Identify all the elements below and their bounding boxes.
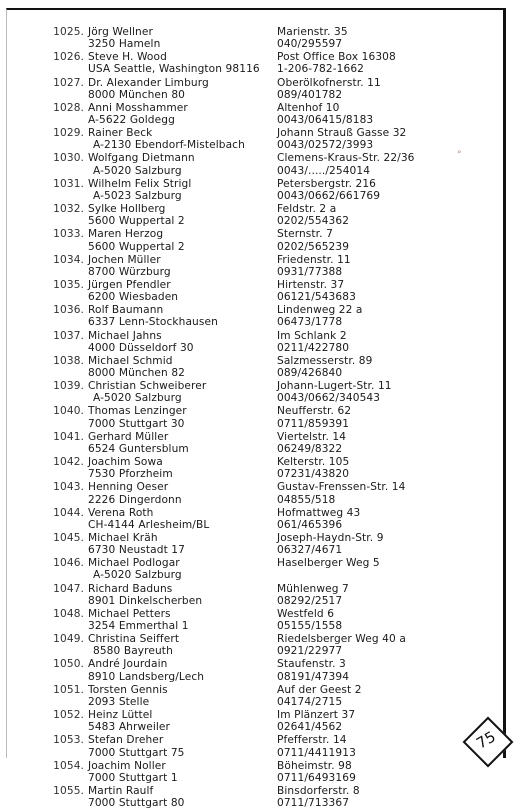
address-entry xyxy=(0,734,518,759)
entry-name: Wolfgang Dietmann xyxy=(88,152,195,165)
entry-phone: 0202/554362 xyxy=(277,215,350,228)
address-entry xyxy=(0,152,518,177)
entry-phone: 0043/0662/340543 xyxy=(277,392,381,405)
entry-city: 8910 Landsberg/Lech xyxy=(88,670,205,683)
address-entry xyxy=(0,127,518,152)
address-entry xyxy=(0,51,518,76)
entry-city: 3250 Hameln xyxy=(88,38,161,51)
entry-street: Oberölkofnerstr. 11 xyxy=(277,76,381,89)
entry-city: 7000 Stuttgart 1 xyxy=(88,771,178,784)
entry-name: Jörg Wellner xyxy=(88,26,153,38)
entry-number: 1053. xyxy=(53,734,84,747)
entry-city: 7000 Stuttgart 75 xyxy=(88,746,185,759)
entry-number: 1039. xyxy=(53,380,84,393)
entry-number: 1044. xyxy=(53,506,84,519)
entry-name: Sylke Hollberg xyxy=(88,203,166,216)
entry-number: 1029. xyxy=(53,127,84,140)
entry-street: Clemens-Kraus-Str. 22/36 xyxy=(277,152,415,165)
entry-street: Gustav-Frenssen-Str. 14 xyxy=(277,481,406,494)
entry-name: Michael Petters xyxy=(88,607,171,620)
entry-street: Sternstr. 7 xyxy=(277,228,333,241)
entry-phone: 06473/1778 xyxy=(277,316,343,329)
entry-phone: 0043/06415/8183 xyxy=(277,114,374,127)
entry-city: 5600 Wuppertal 2 xyxy=(88,240,185,253)
entry-street: Feldstr. 2 a xyxy=(277,203,337,216)
entry-phone: 089/401782 xyxy=(277,88,343,101)
entry-street: Petersbergstr. 216 xyxy=(277,177,377,190)
entry-phone: 0921/22977 xyxy=(277,645,343,658)
entry-phone: 0711/4411913 xyxy=(277,746,356,759)
entry-street: Post Office Box 16308 xyxy=(277,51,396,64)
address-entry xyxy=(0,431,518,456)
entry-name: Maren Herzog xyxy=(88,228,164,241)
entry-name: Michael Schmid xyxy=(88,354,173,367)
address-entry xyxy=(0,709,518,734)
entry-street: Johann Strauß Gasse 32 xyxy=(277,127,407,140)
entry-number: 1048. xyxy=(53,607,84,620)
entry-number: 1042. xyxy=(53,456,84,469)
address-entry xyxy=(0,254,518,279)
entry-phone: 02641/4562 xyxy=(277,721,343,734)
entry-phone: 0202/565239 xyxy=(277,240,350,253)
entry-city: 5483 Ahrweiler xyxy=(88,721,170,734)
entry-name: Richard Baduns xyxy=(88,582,173,595)
entry-city: 8000 München 80 xyxy=(88,88,186,101)
address-entry xyxy=(0,26,518,51)
entry-city: 7000 Stuttgart 30 xyxy=(88,417,185,430)
entry-number: 1052. xyxy=(53,709,84,722)
entry-city: A-5023 Salzburg xyxy=(93,189,182,202)
entry-phone: 0711/713367 xyxy=(277,797,350,810)
entry-number: 1049. xyxy=(53,633,84,646)
entry-number: 1026. xyxy=(53,51,84,64)
address-entry xyxy=(0,102,518,127)
page-number-badge xyxy=(462,716,510,764)
entry-name: Jochen Müller xyxy=(88,253,161,266)
entry-number: 1045. xyxy=(53,531,84,544)
address-entry xyxy=(0,380,518,405)
entry-name: Rainer Beck xyxy=(88,127,153,140)
address-entry xyxy=(0,178,518,203)
entry-city: 5600 Wuppertal 2 xyxy=(88,215,185,228)
entry-name: Steve H. Wood xyxy=(88,51,167,64)
entry-city: A-5020 Salzburg xyxy=(93,569,182,582)
entry-city: 8580 Bayreuth xyxy=(93,645,173,658)
margin-mark: ° xyxy=(457,150,462,160)
address-entry xyxy=(0,557,518,582)
entry-phone: 06327/4671 xyxy=(277,544,343,557)
entry-name: Dr. Alexander Limburg xyxy=(88,76,209,89)
entry-name: Thomas Lenzinger xyxy=(88,405,187,418)
entry-number: 1043. xyxy=(53,481,84,494)
entry-phone: 0043/0662/661769 xyxy=(277,189,381,202)
entry-street: Joseph-Haydn-Str. 9 xyxy=(277,531,384,544)
address-entry xyxy=(0,77,518,102)
entry-number: 1033. xyxy=(53,228,84,241)
address-entry xyxy=(0,507,518,532)
entry-city: 7530 Pforzheim xyxy=(88,468,173,481)
entry-name: Heinz Lüttel xyxy=(88,709,153,722)
address-entry xyxy=(0,481,518,506)
entry-number: 1037. xyxy=(53,329,84,342)
entry-number: 1027. xyxy=(53,76,84,89)
entry-city: 6337 Lenn-Stockhausen xyxy=(88,316,218,329)
entry-name: Christian Schweiberer xyxy=(88,380,207,393)
address-entry xyxy=(0,684,518,709)
address-entry xyxy=(0,785,518,810)
entry-city: A-2130 Ebendorf-Mistelbach xyxy=(93,139,245,152)
entry-street: Lindenweg 22 a xyxy=(277,304,363,317)
entry-name: Martin Raulf xyxy=(88,784,154,797)
entry-phone: 06121/543683 xyxy=(277,291,356,304)
address-entry xyxy=(0,532,518,557)
entry-street: Viertelstr. 14 xyxy=(277,430,347,443)
entry-street: Kelterstr. 105 xyxy=(277,456,350,469)
address-entry xyxy=(0,203,518,228)
entry-phone: 040/295597 xyxy=(277,38,343,51)
entry-street: Johann-Lugert-Str. 11 xyxy=(277,380,392,393)
entry-city: 4000 Düsseldorf 30 xyxy=(88,341,194,354)
entry-street: Westfeld 6 xyxy=(277,607,335,620)
entry-number: 1034. xyxy=(53,253,84,266)
entry-street: Böheimstr. 98 xyxy=(277,759,352,772)
entry-number: 1036. xyxy=(53,304,84,317)
entry-city: CH-4144 Arlesheim/BL xyxy=(88,518,210,531)
entry-name: Jürgen Pfendler xyxy=(88,278,171,291)
entry-city: A-5020 Salzburg xyxy=(93,164,182,177)
entry-street: Mühlenweg 7 xyxy=(277,582,349,595)
entry-street: Hofmattweg 43 xyxy=(277,506,361,519)
entry-phone: 061/465396 xyxy=(277,518,343,531)
entry-phone: 089/426840 xyxy=(277,367,343,380)
entry-city: 2226 Dingerdonn xyxy=(88,493,182,506)
entry-street: Binsdorferstr. 8 xyxy=(277,784,360,797)
entry-name: Torsten Gennis xyxy=(88,683,168,696)
entry-street: Im Plänzert 37 xyxy=(277,709,356,722)
entry-number: 1032. xyxy=(53,203,84,216)
entry-street: Hirtenstr. 37 xyxy=(277,278,345,291)
address-entry xyxy=(0,658,518,683)
entry-phone: 0211/422780 xyxy=(277,341,350,354)
entry-number: 1041. xyxy=(53,430,84,443)
entry-number: 1038. xyxy=(53,354,84,367)
entry-name: Wilhelm Felix Strigl xyxy=(88,177,192,190)
entry-street: Staufenstr. 3 xyxy=(277,658,346,671)
entry-name: Anni Mosshammer xyxy=(88,101,188,114)
entry-city: 6730 Neustadt 17 xyxy=(88,544,185,557)
entry-phone: 07231/43820 xyxy=(277,468,350,481)
entry-street: Salzmesserstr. 89 xyxy=(277,354,373,367)
entry-phone: 08292/2517 xyxy=(277,594,343,607)
entry-phone: 04174/2715 xyxy=(277,695,343,708)
entry-street: Marienstr. 35 xyxy=(277,26,348,38)
entry-phone: 06249/8322 xyxy=(277,442,343,455)
entry-name: Christina Seiffert xyxy=(88,633,180,646)
entry-name: Rolf Baumann xyxy=(88,304,164,317)
entry-number: 1040. xyxy=(53,405,84,418)
entry-phone: 0711/6493169 xyxy=(277,771,356,784)
entry-number: 1030. xyxy=(53,152,84,165)
address-list xyxy=(0,26,518,810)
entry-number: 1047. xyxy=(53,582,84,595)
entry-street: Auf der Geest 2 xyxy=(277,683,362,696)
page-number: 75 xyxy=(473,727,499,753)
entry-name: André Jourdain xyxy=(88,658,168,671)
entry-number: 1055. xyxy=(53,784,84,797)
entry-name: Joachim Noller xyxy=(88,759,166,772)
entry-name: Joachim Sowa xyxy=(88,456,163,469)
entry-number: 1028. xyxy=(53,101,84,114)
entry-phone: 0043/02572/3993 xyxy=(277,139,374,152)
address-entry xyxy=(0,355,518,380)
entry-name: Gerhard Müller xyxy=(88,430,169,443)
address-entry xyxy=(0,228,518,253)
address-entry xyxy=(0,279,518,304)
entry-city: 8700 Würzburg xyxy=(88,265,171,278)
entry-phone: 04855/518 xyxy=(277,493,336,506)
entry-name: Michael Kräh xyxy=(88,531,158,544)
address-entry xyxy=(0,633,518,658)
entry-city: USA Seattle, Washington 98116 xyxy=(88,63,260,76)
entry-number: 1050. xyxy=(53,658,84,671)
address-entry xyxy=(0,760,518,785)
entry-phone: 08191/47394 xyxy=(277,670,350,683)
entry-number: 1054. xyxy=(53,759,84,772)
entry-street: Pfefferstr. 14 xyxy=(277,734,347,747)
address-entry xyxy=(0,405,518,430)
entry-number: 1046. xyxy=(53,557,84,570)
entry-city: 8901 Dinkelscherben xyxy=(88,594,203,607)
entry-number: 1051. xyxy=(53,683,84,696)
address-entry xyxy=(0,456,518,481)
entry-city: 8000 München 82 xyxy=(88,367,186,380)
entry-name: Verena Roth xyxy=(88,506,154,519)
entry-city: 6200 Wiesbaden xyxy=(88,291,179,304)
entry-city: A-5622 Goldegg xyxy=(88,114,175,127)
entry-city: A-5020 Salzburg xyxy=(93,392,182,405)
entry-number: 1025. xyxy=(53,26,84,38)
entry-phone: 0931/77388 xyxy=(277,265,343,278)
entry-city: 2093 Stelle xyxy=(88,695,150,708)
address-entry xyxy=(0,304,518,329)
entry-street: Neufferstr. 62 xyxy=(277,405,352,418)
entry-name: Michael Jahns xyxy=(88,329,162,342)
entry-street: Friedenstr. 11 xyxy=(277,253,351,266)
entry-name: Michael Podlogar xyxy=(88,557,180,570)
entry-city: 3254 Emmerthal 1 xyxy=(88,620,189,633)
entry-street: Im Schlank 2 xyxy=(277,329,347,342)
entry-phone: 1-206-782-1662 xyxy=(277,63,365,76)
entry-city: 7000 Stuttgart 80 xyxy=(88,797,185,810)
entry-name: Stefan Dreher xyxy=(88,734,164,747)
entry-phone: 05155/1558 xyxy=(277,620,343,633)
address-entry xyxy=(0,330,518,355)
entry-street: Haselberger Weg 5 xyxy=(277,557,380,570)
entry-phone: 0711/859391 xyxy=(277,417,350,430)
entry-street: Altenhof 10 xyxy=(277,101,340,114)
entry-city: 6524 Guntersblum xyxy=(88,442,189,455)
entry-name: Henning Oeser xyxy=(88,481,169,494)
entry-number: 1031. xyxy=(53,177,84,190)
address-entry xyxy=(0,583,518,608)
address-entry xyxy=(0,608,518,633)
entry-number: 1035. xyxy=(53,278,84,291)
entry-phone: 0043/...../254014 xyxy=(277,164,371,177)
entry-street: Riedelsberger Weg 40 a xyxy=(277,633,406,646)
